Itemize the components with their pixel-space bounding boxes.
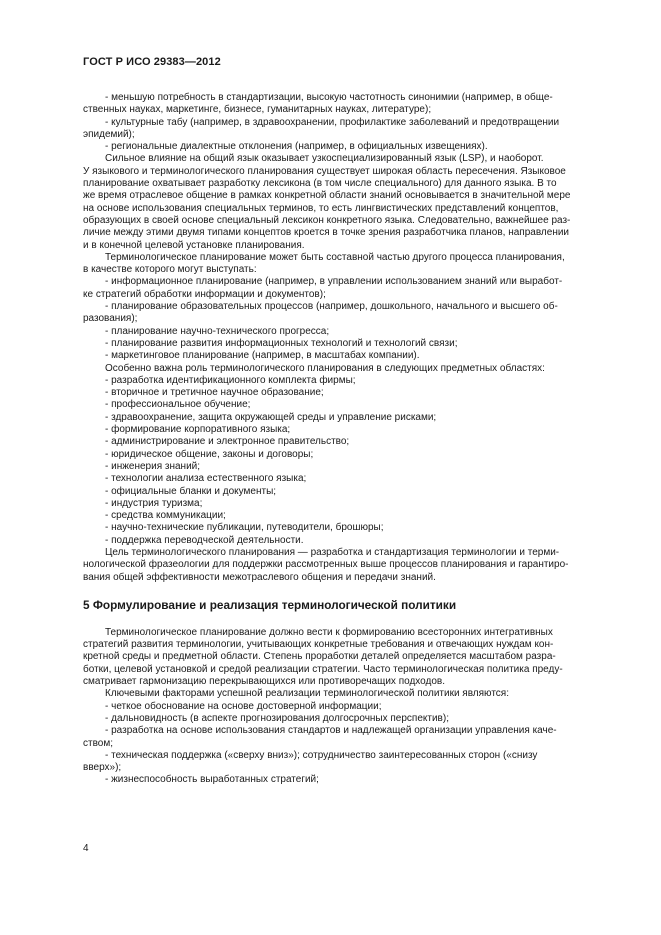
text-line: - официальные бланки и документы; [105,485,277,497]
text-line: - вторичное и третичное научное образование; [105,387,324,399]
text-line: образующих в своей основе специальный лексикон конкретного языка. Следовательно, важнейшее раз- [83,214,571,226]
text-line: Терминологическое планирование может быть составной частью другого процесса планирования, [105,251,565,263]
text-line: планирование охватывает разработку лексикона (в том числе специального) для данного языка. В то [83,178,557,190]
text-line: - четкое обоснование на основе достоверной информации; [105,700,382,712]
document-header: ГОСТ Р ИСО 29383—2012 [83,56,221,68]
text-line: - средства коммуникации; [105,510,226,522]
text-line: личие между этими двумя типами концептов кроется в точке зрения разработчика планов, направлении [83,227,570,239]
text-line: У языкового и терминологического планирования существует широкая область пересечения. Языковое [83,165,566,177]
text-line: Цель терминологического планирования — разработка и стандартизация терминологии и терми- [105,546,560,558]
text-line: ством; [83,737,113,749]
text-line: сматривает гармонизацию перекрывающихся или противоречащих подходов. [83,676,446,688]
text-line: - поддержка переводческой деятельности. [105,534,304,546]
text-line: - планирование развития информационных технологий и технологий связи; [105,337,458,349]
text-line: нологической фразеологии для поддержки рассмотренных выше процессов планирования и гарантиро- [83,559,569,571]
text-line: вверх»); [83,762,122,774]
text-line: - формирование корпоративного языка; [105,424,291,436]
text-line: - юридическое общение, законы и договоры; [105,448,314,460]
text-line: стратегий развития терминологии, учитывающих конкретные требования и отвечающих нуждам кон- [83,639,554,651]
text-line: - планирование образовательных процессов (например, дошкольного, начального и высшего об- [105,301,558,313]
text-line: кретной среды и предметной области. Степень проработки деталей определяется масштабом разра- [83,651,556,663]
text-line: - жизнеспособность выработанных стратегий; [105,774,319,786]
text-line: и в конечной целевой установке планирования. [83,239,305,251]
text-line: - научно-технические публикации, путеводители, брошюры; [105,522,384,534]
text-line: - техническая поддержка («сверху вниз»); сотрудничество заинтересованных сторон («снизу [105,749,538,761]
text-line: на основе использования специальных терминов, то есть лингвистических представлений концептов, [83,202,559,214]
text-line: - инженерия знаний; [105,460,201,472]
text-block-2 [83,627,583,787]
page-number: 4 [83,843,89,854]
text-line: Терминологическое планирование должно вести к формированию всесторонних интегративных [105,626,553,638]
text-line: - профессиональное обучение; [105,399,251,411]
text-line: - разработка на основе использования стандартов и надлежащей организации управления каче- [105,725,557,737]
text-line: - индустрия туризма; [105,497,203,509]
text-line: - разработка идентификационного комплекта фирмы; [105,374,356,386]
text-line: ственных науках, маркетинге, бизнесе, гуманитарных науках, литературе); [83,104,432,116]
text-block-1 [83,92,583,584]
text-line: - информационное планирование (например, в управлении использованием знаний или выработ- [105,276,563,288]
text-line: - дальновидность (в аспекте прогнозирования долгосрочных перспектив); [105,712,449,724]
text-line: - региональные диалектные отклонения (например, в официальных извещениях). [105,141,488,153]
text-line: Ключевыми факторами успешной реализации терминологической политики являются: [105,688,509,700]
text-line: - планирование научно-технического прогресса; [105,325,330,337]
text-line: - маркетинговое планирование (например, в масштабах компании). [105,350,420,362]
document-body [83,92,583,787]
text-line: - технологии анализа естественного языка; [105,473,307,485]
text-line: в качестве которого могут выступать: [83,264,257,276]
text-line: - здравоохранение, защита окружающей среды и управление рисками; [105,411,437,423]
text-line: - культурные табу (например, в здравоохранении, профилактике заболеваний и предотвращении [105,116,560,128]
text-line: - администрирование и электронное правительство; [105,436,350,448]
text-line: - меньшую потребность в стандартизации, высокую частотность синонимии (например, в обще- [105,92,553,103]
text-line: Сильное влияние на общий язык оказывает узкоспециализированный язык (LSP), и наоборот. [105,153,544,165]
text-line: Особенно важна роль терминологического планирования в следующих предметных областях: [105,362,545,374]
text-line: эпидемий); [83,128,135,140]
text-line: вания общей эффективности межотраслевого общения и передачи знаний. [83,571,436,583]
section-heading: 5 Формулирование и реализация терминологической политики [83,597,457,612]
text-line: разования); [83,313,138,325]
text-line: же время отраслевое общение в рамках конкретной области знаний основывается в значительной мере [83,190,571,202]
text-line: ке стратегий обработки информации и документов); [83,288,326,300]
text-line: ботки, целевой установкой и средой реализации стратегии. Часто терминологическая политика преду- [83,663,563,675]
